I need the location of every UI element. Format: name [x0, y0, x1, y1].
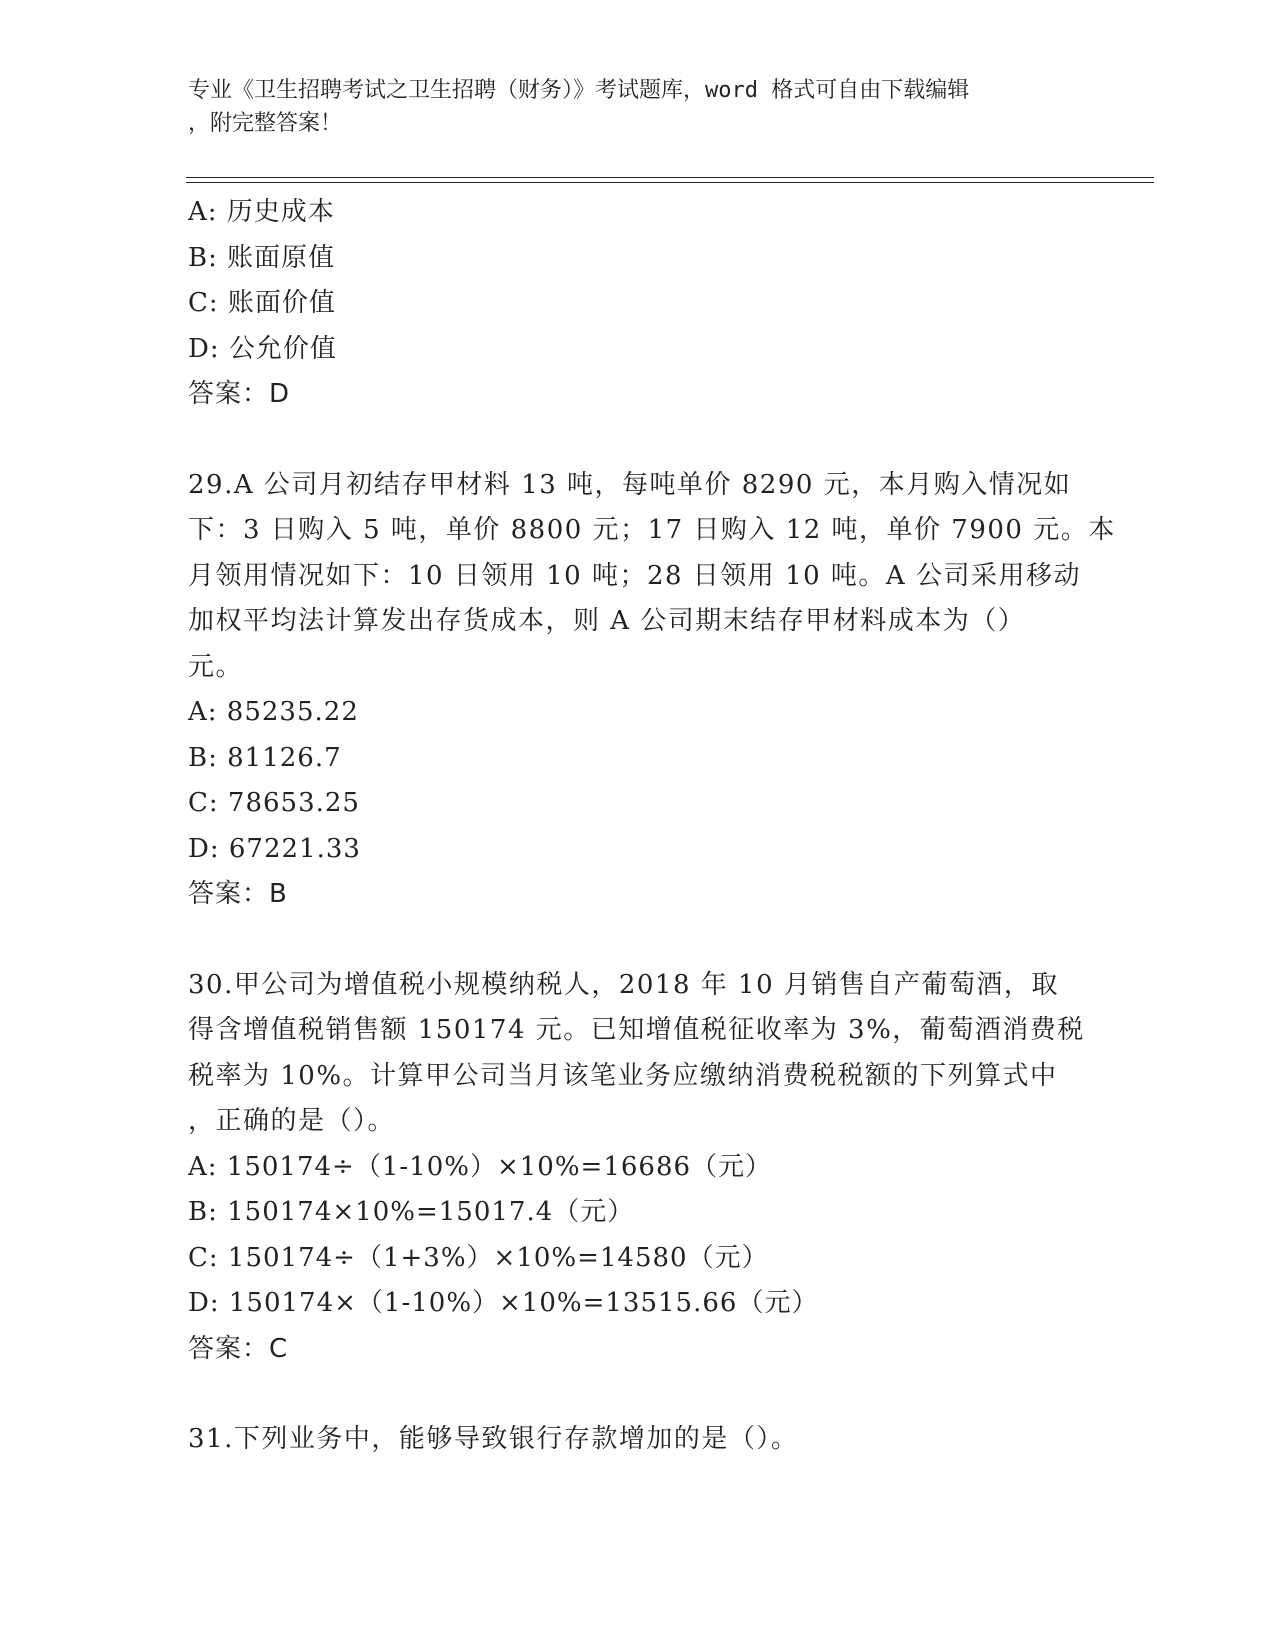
question-31: [188, 1417, 1088, 1463]
option-d: D: 150174×（1-10%）×10%=13515.66（元）: [188, 1288, 819, 1318]
option-a: A: 历史成本: [188, 197, 335, 227]
option-b: B: 81126.7: [188, 742, 342, 773]
header-line-2: ，附完整答案！: [188, 111, 343, 136]
question-text-line: 元。: [188, 651, 244, 682]
question-text-line: 下：3 日购入 5 吨，单价 8800 元；17 日购入 12 吨，单价 7900 元。本: [188, 515, 1116, 545]
header-divider-bottom: [186, 182, 1154, 183]
header-line-1: 专业《卫生招聘考试之卫生招聘（财务）》考试题库，word 格式可自由下载编辑: [188, 78, 970, 103]
question-30: [188, 963, 1088, 1373]
header-divider-top: [186, 177, 1154, 178]
option-b: B: 账面原值: [188, 242, 336, 273]
question-28: [188, 190, 1088, 418]
question-text-line: 月领用情况如下：10 日领用 10 吨；28 日领用 10 吨。A 公司采用移动: [188, 560, 1081, 591]
option-a: A: 150174÷（1-10%）×10%=16686（元）: [188, 1151, 773, 1182]
question-text-line: 30.甲公司为增值税小规模纳税人，2018 年 10 月销售自产葡萄酒，取: [188, 969, 1059, 1000]
option-c: C: 150174÷（1+3%）×10%=14580（元）: [188, 1242, 769, 1273]
option-c: C: 78653.25: [188, 788, 360, 818]
question-29: [188, 463, 1116, 918]
question-text-line: 29.A 公司月初结存甲材料 13 吨，每吨单价 8290 元，本月购入情况如: [188, 469, 1072, 500]
answer: 答案：B: [188, 879, 288, 909]
question-text-line: 得含增值税销售额 150174 元。已知增值税征收率为 3%，葡萄酒消费税: [188, 1015, 1085, 1045]
question-text-line: ，正确的是（）。: [188, 1106, 396, 1136]
option-d: D: 67221.33: [188, 833, 361, 864]
spacer: [188, 918, 1088, 963]
answer: 答案：D: [188, 379, 291, 409]
question-text-line: 加权平均法计算发出存货成本，则 A 公司期末结存甲材料成本为（）: [188, 606, 1026, 636]
answer: 答案：C: [188, 1333, 289, 1364]
option-a: A: 85235.22: [188, 697, 359, 727]
document-body: [188, 190, 1116, 1463]
document-header: [188, 74, 1088, 140]
option-d: D: 公允价值: [188, 333, 337, 364]
question-text-line: 31.下列业务中，能够导致银行存款增加的是（）。: [188, 1424, 799, 1454]
question-text-line: 税率为 10%。计算甲公司当月该笔业务应缴纳消费税税额的下列算式中: [188, 1060, 1058, 1091]
option-b: B: 150174×10%=15017.4（元）: [188, 1197, 635, 1227]
spacer: [188, 418, 1088, 463]
spacer: [188, 1372, 1088, 1417]
option-c: C: 账面价值: [188, 288, 336, 318]
